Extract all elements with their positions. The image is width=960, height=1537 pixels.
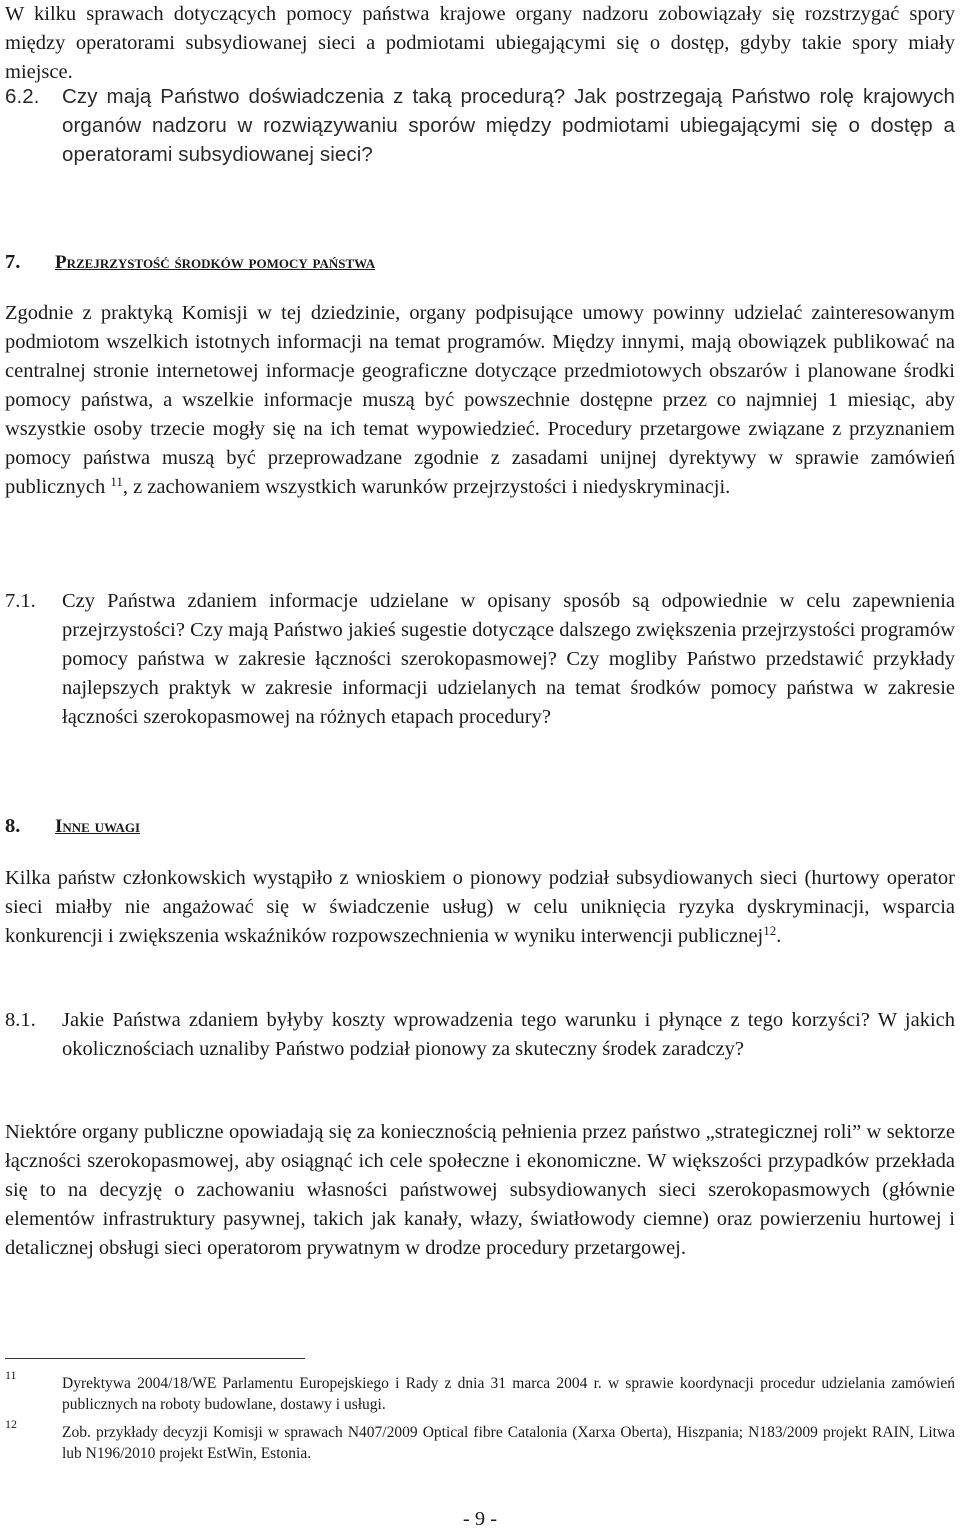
- section-title: [55, 252, 375, 273]
- footnote-ref-12[interactable]: 12: [763, 923, 777, 938]
- section-title-part-a: Przejrzystość: [55, 252, 175, 273]
- paragraph-text-b: , z zachowaniem wszystkich warunków przejrzystości i niedyskryminacji.: [122, 476, 731, 498]
- footnote-number: 12: [5, 1417, 17, 1431]
- question-number: 8.1.: [5, 1009, 36, 1031]
- paragraph-text-a: Zgodnie z praktyką Komisji w tej dziedzinie, organy podpisujące umowy powinny udzielać zainteresowanym podmiotom wszelkich istotnych informacji na temat programów. Między innymi, mają obowiązek publikować na centralnej stronie internetowej informacje geograficzne dotyczące przedmiotowych obszarów i planowane środki pomocy państwa, a wszelkie informacje muszą być powszechnie dostępne przez co najmniej 1 miesiąc, aby wszystkie osoby trzecie mogły się na ich temat wypowiedzieć. Procedury przetargowe związane z przyznaniem pomocy państwa muszą być przeprowadzane zgodnie z zasadami unijnej dyrektywy w sprawie zamówień publicznych: [5, 302, 955, 498]
- paragraph-text-b: .: [776, 925, 782, 947]
- footnote-text: Dyrektywa 2004/18/WE Parlamentu Europejskiego i Rady z dnia 31 marca 2004 r. w sprawie koordynacji procedur udzielania zamówień publicznych na roboty budowlane, dostawy i usługi.: [62, 1375, 955, 1413]
- section-title: Inne uwagi: [55, 816, 141, 837]
- page-number: - 9 -: [462, 1508, 498, 1530]
- paragraph-intro: W kilku sprawach dotyczących pomocy państwa krajowe organy nadzoru zobowiązały się rozstrzygać spory między operatorami subsydiowanej sieci a podmiotami ubiegającymi się o dostęp, gdyby takie spory miały miejsce.: [5, 3, 955, 83]
- question-number: 6.2.: [5, 85, 40, 108]
- footnote-separator: [5, 1358, 305, 1359]
- question-text: Czy mają Państwo doświadczenia z taką procedurą? Jak postrzegają Państwo rolę krajowych organów nadzoru w rozwiązywaniu sporów między podmiotami ubiegającymi się o dostęp a operatorami subsydiowanej sieci?: [62, 85, 955, 166]
- footnote-11: [5, 1368, 955, 1415]
- paragraph-final: Niektóre organy publiczne opowiadają się za koniecznością pełnienia przez państwo „strategicznej roli” w sektorze łączności szerokopasmowej, aby osiągnąć ich cele społeczne i ekonomiczne. W większości przypadków przekłada się to na decyzję o zachowaniu własności państwowej subsydiowanych sieci szerokopasmowych (głównie elementów infrastruktury pasywnej, takich jak kanały, włazy, światłowody ciemne) oraz powierzeniu hurtowej i detalicznej obsługi sieci operatorom prywatnym w drodze procedury przetargowej.: [5, 1121, 955, 1259]
- footnote-12: [5, 1417, 955, 1464]
- footnote-text: Zob. przykłady decyzji Komisji w sprawach N407/2009 Optical fibre Catalonia (Xarxa Oberta), Hiszpania; N183/2009 projekt RAIN, Litwa lub N196/2010 projekt EstWin, Estonia.: [62, 1424, 955, 1462]
- question-6-2: [5, 82, 955, 169]
- footnote-ref-11[interactable]: 11: [110, 474, 123, 489]
- question-number: 7.1.: [5, 590, 36, 612]
- section-title-part-b: środków pomocy państwa: [174, 252, 376, 273]
- question-7-1: [5, 587, 955, 732]
- section-number: 7.: [5, 251, 21, 273]
- question-text: Jakie Państwa zdaniem byłyby koszty wprowadzenia tego warunku i płynące z tego korzyści? W jakich okolicznościach uznaliby Państwo podział pionowy za skuteczny środek zaradczy?: [62, 1009, 955, 1060]
- section-number: 8.: [5, 815, 21, 837]
- paragraph-text-a: Kilka państw członkowskich wystąpiło z wnioskiem o pionowy podział subsydiowanych sieci (hurtowy operator sieci miałby nie angażować się w świadczenie usług) w celu uniknięcia ryzyka dyskryminacji, wsparcia konkurencji i zwiększenia wskaźników rozpowszechnienia w wyniku interwencji publicznej: [5, 867, 955, 947]
- question-8-1: [5, 1006, 955, 1064]
- paragraph-section-8: [5, 864, 955, 951]
- footnote-number: 11: [5, 1368, 17, 1382]
- paragraph-section-7: [5, 299, 955, 502]
- section-heading-8: [5, 812, 140, 841]
- section-heading-7: [5, 248, 375, 277]
- question-text: Czy Państwa zdaniem informacje udzielane w opisany sposób są odpowiednie w celu zapewnienia przejrzystości? Czy mają Państwo jakieś sugestie dotyczące dalszego zwiększenia przejrzystości programów pomocy państwa w zakresie łączności szerokopasmowej? Czy mogliby Państwo przedstawić przykłady najlepszych praktyk w zakresie informacji udzielanych na temat środków pomocy państwa w zakresie łączności szerokopasmowej na różnych etapach procedury?: [62, 590, 955, 728]
